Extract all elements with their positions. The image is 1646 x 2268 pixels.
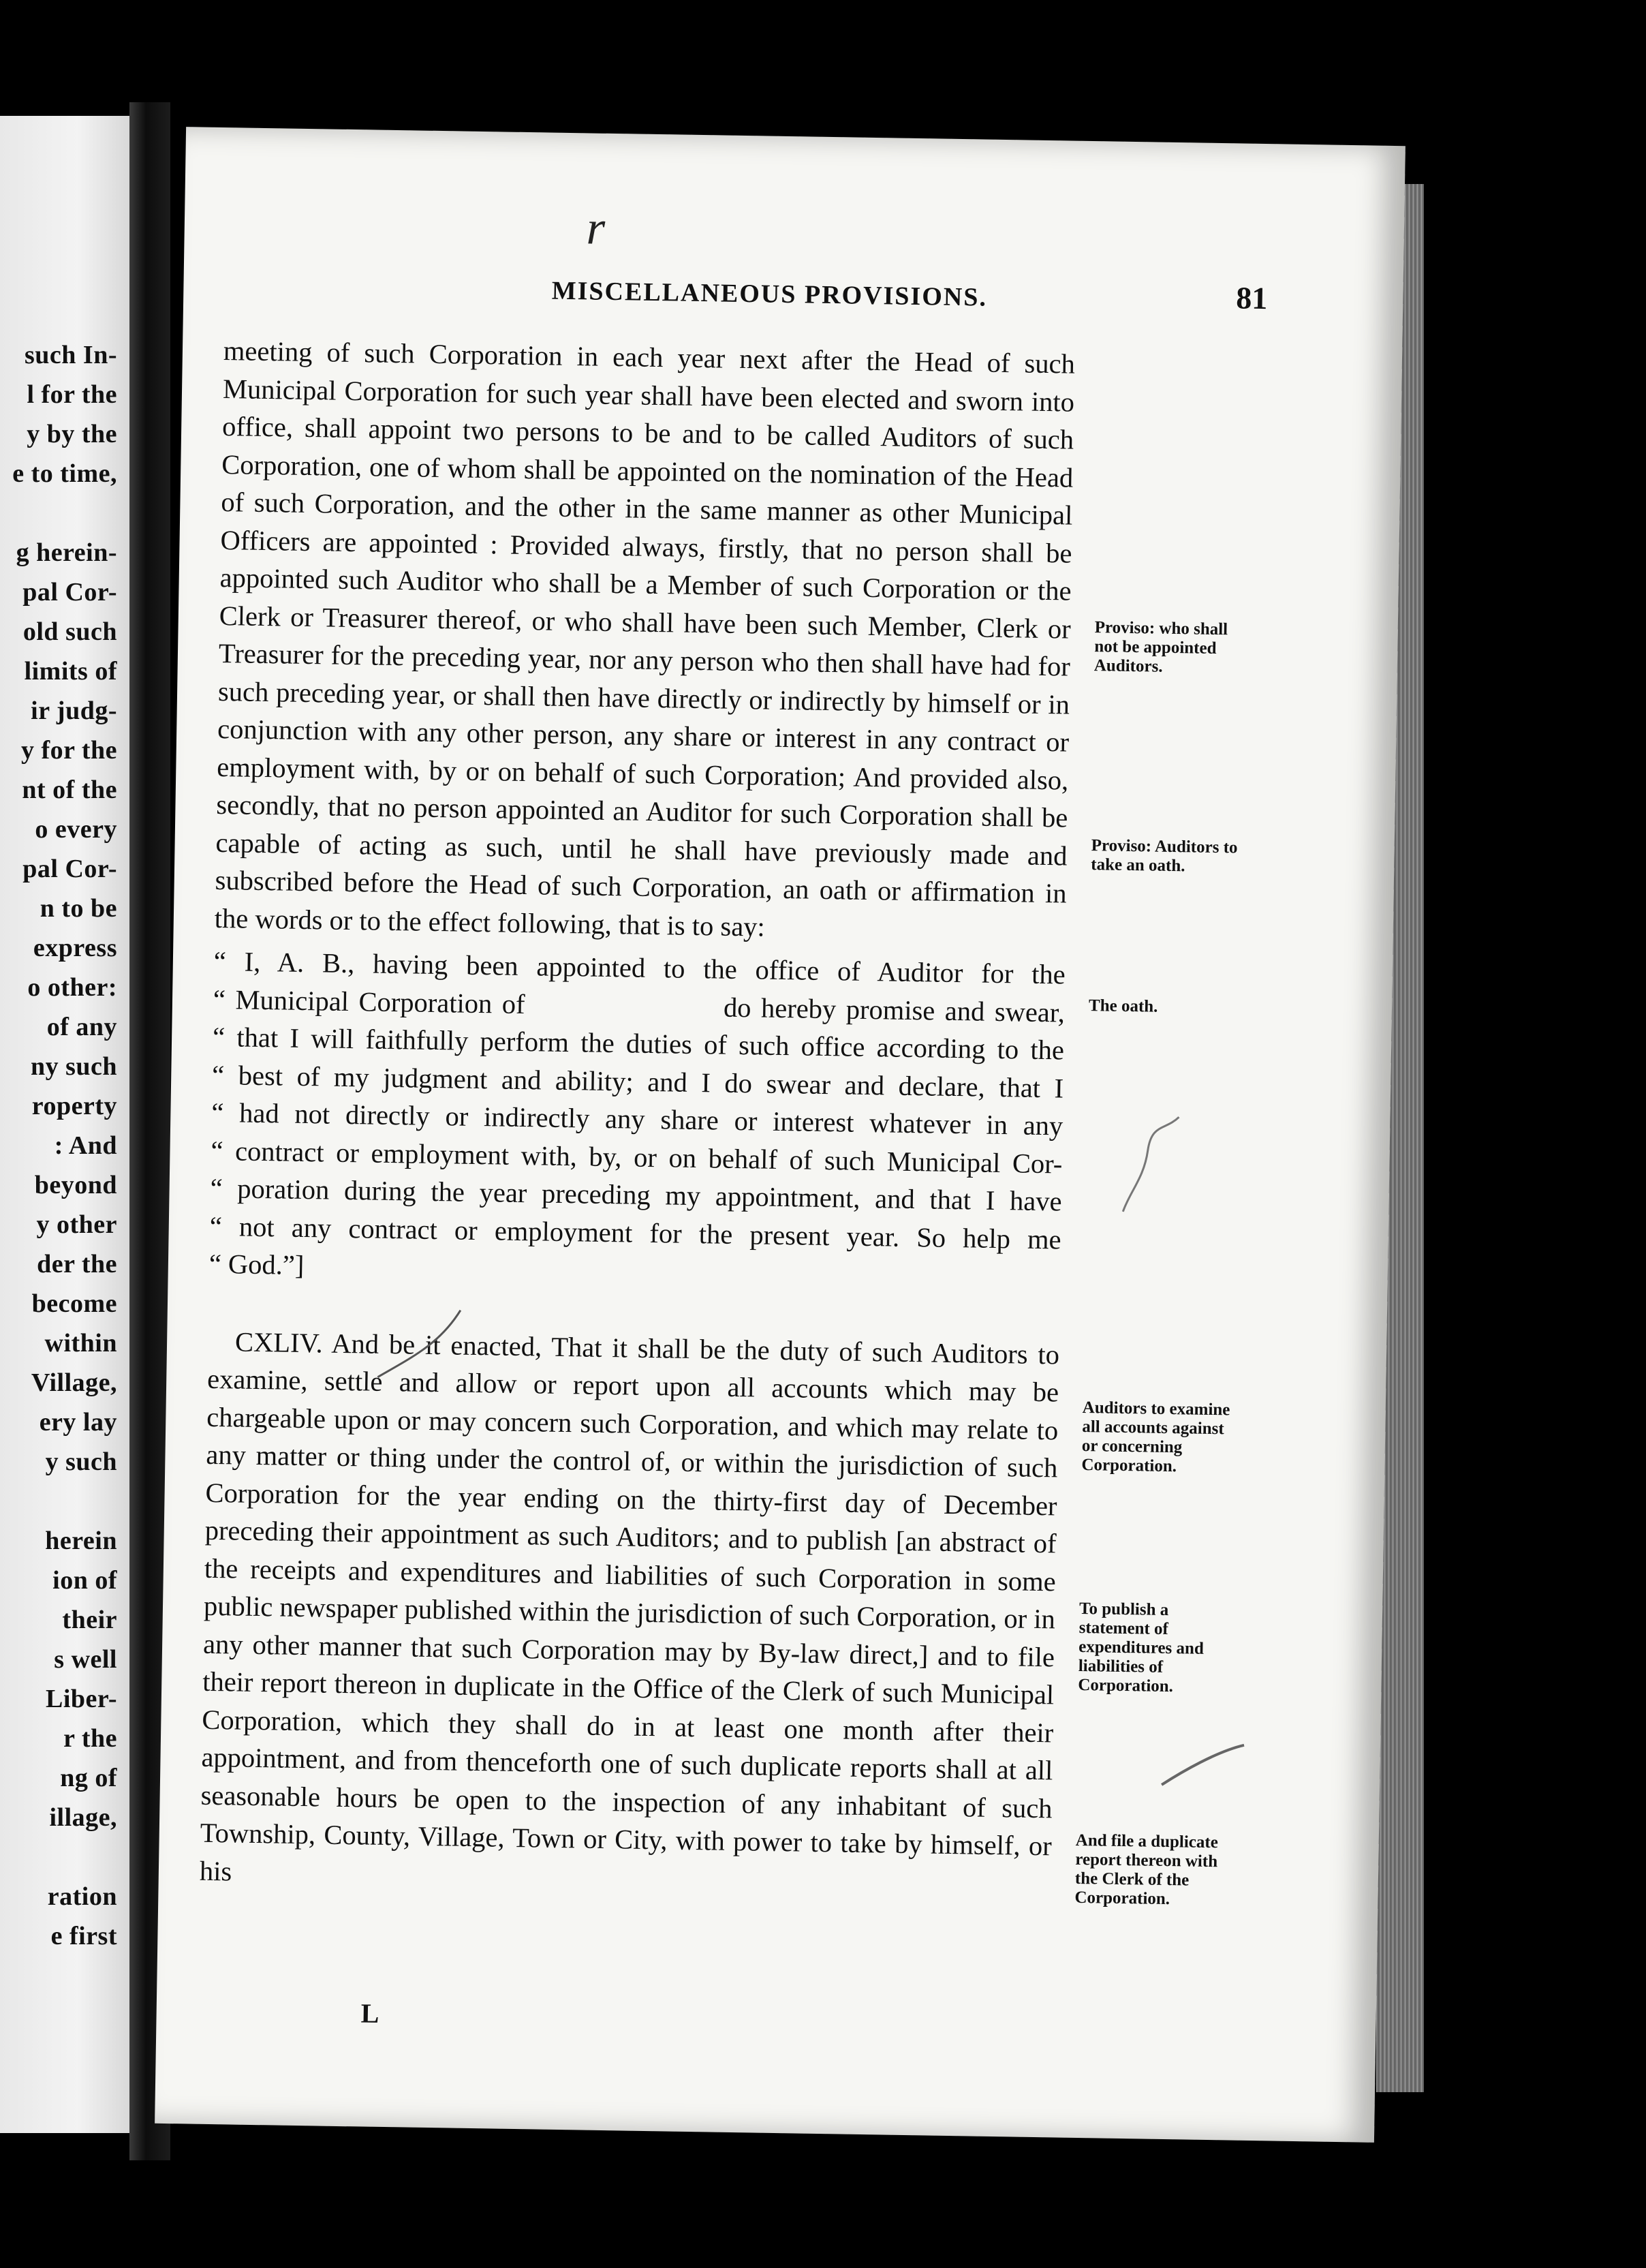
- left-page-fragment: their: [62, 1606, 117, 1634]
- left-page-fragment: der the: [37, 1250, 117, 1278]
- main-page: [155, 127, 1406, 2143]
- left-page-fragment: old such: [22, 617, 117, 646]
- left-page-fragment: y such: [45, 1447, 117, 1476]
- marginal-note-publish-statement: To publish a statement of expenditures and liabilities of Corporation.: [1078, 1599, 1205, 1696]
- left-page-fragment: o other:: [27, 973, 117, 1002]
- marginal-note-auditors-examine: Auditors to examine all accounts against or concerning Corporation.: [1081, 1398, 1230, 1476]
- left-page-fragment: [12, 1482, 117, 1521]
- left-page-fragment: illage,: [49, 1803, 117, 1832]
- body-text: [199, 332, 1075, 1903]
- pencil-scribble: [1109, 1109, 1192, 1220]
- signature-mark: L: [360, 1997, 379, 2029]
- left-page-fragment: o every: [35, 815, 117, 844]
- marginal-note-proviso-oath: Proviso: Auditors to take an oath.: [1091, 836, 1238, 876]
- marginal-note-the-oath: The oath.: [1088, 996, 1158, 1016]
- oath-line: “ poration during the year preceding my appointment, and that I have: [210, 1172, 1062, 1217]
- left-page-fragment: herein: [45, 1527, 117, 1555]
- left-page-fragment: [12, 1837, 117, 1877]
- page-number: 81: [1235, 280, 1268, 316]
- section-cxliv: CXLIV. And be it enacted, That it shall be the duty of such Auditors to examine, settle and allow or report upon all accounts which may be chargeable upon or may concern such Corporation, and which may relate to any matter or thing under the control of, or within the jurisdiction of such Corporation for the year ending on the thirty-first day of December preceding their appointment as such Auditors; and to publish [an abstract of the receipts and expenditures and liabilities of such Corporation in some public newspaper published within the jurisdiction of such Corporation, or in any other manner that such Corporation may by By-law direct,] and to file their report thereon in duplicate in the Office of the Clerk of such Municipal Corporation, which they shall do in at least one month after their appointment, and from thenceforth one of such duplicate reports shall at all seasonable hours be open to the inspection of any inhabitant of such Township, County, Village, Town or City, with power to take by himself, or his: [199, 1325, 1060, 1886]
- marginal-note-file-duplicate: And file a duplicate report thereon with the Clerk of the Corporation.: [1074, 1830, 1219, 1909]
- left-facing-page: [0, 116, 129, 2133]
- left-page-fragment: ion of: [52, 1566, 117, 1595]
- left-page-fragment: y other: [36, 1210, 117, 1239]
- left-page-fragment: of any: [46, 1013, 117, 1041]
- running-head: MISCELLANEOUS PROVISIONS.: [551, 276, 988, 312]
- oath-line: “ God.”]: [208, 1248, 305, 1281]
- pencil-scribble: [1155, 1737, 1251, 1793]
- paragraph-1: meeting of such Corporation in each year next after the Head of such Municipal Corporation for such year shall have been elected and sworn into office, shall appoint two persons to be and to be called Auditors of such Corporation, one of whom shall be appointed on the nomination of the Head of such Corporation, and the other in the same manner as other Municipal Officers are appointed : Provided always, firstly, that no person shall be appointed such Auditor who shall be a Member of such Corporation or the Clerk or Treasurer thereof, or who shall have been such Member, Clerk or Treasurer for the preceding year, nor any person who then shall have had for such preceding year, or shall then have directly or indirectly by himself or in conjunction with any other person, any share or interest in any contract or employment with, by or on behalf of such Corporation; And provided also, secondly, that no person appointed an Auditor for such Corporation shall be capable of acting as such, until he shall have previously made and subscribed before the Head of such Corporation, an oath or affirmation in the words or to the effect following, that is to say:: [214, 335, 1076, 943]
- oath-line: “ contract or employment with, by, or on behalf of such Municipal Cor-: [211, 1135, 1063, 1180]
- left-page-fragment: roperty: [31, 1092, 117, 1120]
- left-page-fragment: y for the: [21, 736, 117, 765]
- left-page-fragment: [12, 493, 117, 533]
- left-page-fragment: within: [44, 1329, 117, 1358]
- left-page-fragment: Liber-: [45, 1685, 117, 1713]
- left-page-fragment: e first: [50, 1922, 117, 1950]
- left-page-fragment: n to be: [40, 894, 117, 923]
- left-page-fragment: e to time,: [12, 459, 117, 488]
- left-page-fragment: ir judg-: [31, 696, 117, 725]
- oath-text: [208, 943, 1066, 1296]
- left-page-fragment: pal Cor-: [22, 578, 117, 607]
- left-page-fragment: pal Cor-: [22, 855, 117, 883]
- left-page-fragment: ration: [47, 1882, 117, 1911]
- oath-line: “ had not directly or indirectly any share or interest whatever in any: [211, 1097, 1063, 1141]
- left-page-fragment: beyond: [34, 1171, 117, 1199]
- left-page-fragment: ng of: [60, 1764, 117, 1792]
- left-page-fragment: : And: [54, 1131, 117, 1160]
- left-page-fragment: s well: [54, 1645, 117, 1674]
- left-page-fragment: ny such: [30, 1052, 117, 1081]
- marginal-note-proviso-who: Proviso: who shall not be appointed Auditors.: [1093, 618, 1228, 676]
- left-page-fragment: such In-: [25, 341, 117, 369]
- left-page-fragment: nt of the: [22, 776, 117, 804]
- left-page-fragment: l for the: [27, 380, 117, 409]
- pencil-scribble: [371, 1302, 467, 1385]
- left-page-text-fragments: [12, 335, 117, 1956]
- left-page-fragment: Village,: [31, 1368, 117, 1397]
- oath-line: “ best of my judgment and ability; and I do swear and declare, that I: [211, 1059, 1064, 1104]
- oath-line: “ not any contract or employment for the present year. So help me: [209, 1210, 1061, 1255]
- left-page-fragment: express: [33, 934, 117, 962]
- left-page-fragment: y by the: [27, 420, 117, 448]
- oath-line: “ that I will faithfully perform the duties of such office according to the: [212, 1021, 1065, 1066]
- left-page-fragment: g herein-: [16, 538, 117, 567]
- oath-line: “ Municipal Corporation of do hereby promise and swear,: [213, 983, 1066, 1028]
- left-page-fragment: become: [31, 1289, 117, 1318]
- pencil-mark: r: [586, 202, 606, 255]
- left-page-fragment: ery lay: [39, 1408, 117, 1437]
- left-page-fragment: limits of: [24, 657, 117, 686]
- left-page-fragment: r the: [63, 1724, 117, 1753]
- oath-line: “ I, A. B., having been appointed to the office of Auditor for the: [213, 945, 1066, 990]
